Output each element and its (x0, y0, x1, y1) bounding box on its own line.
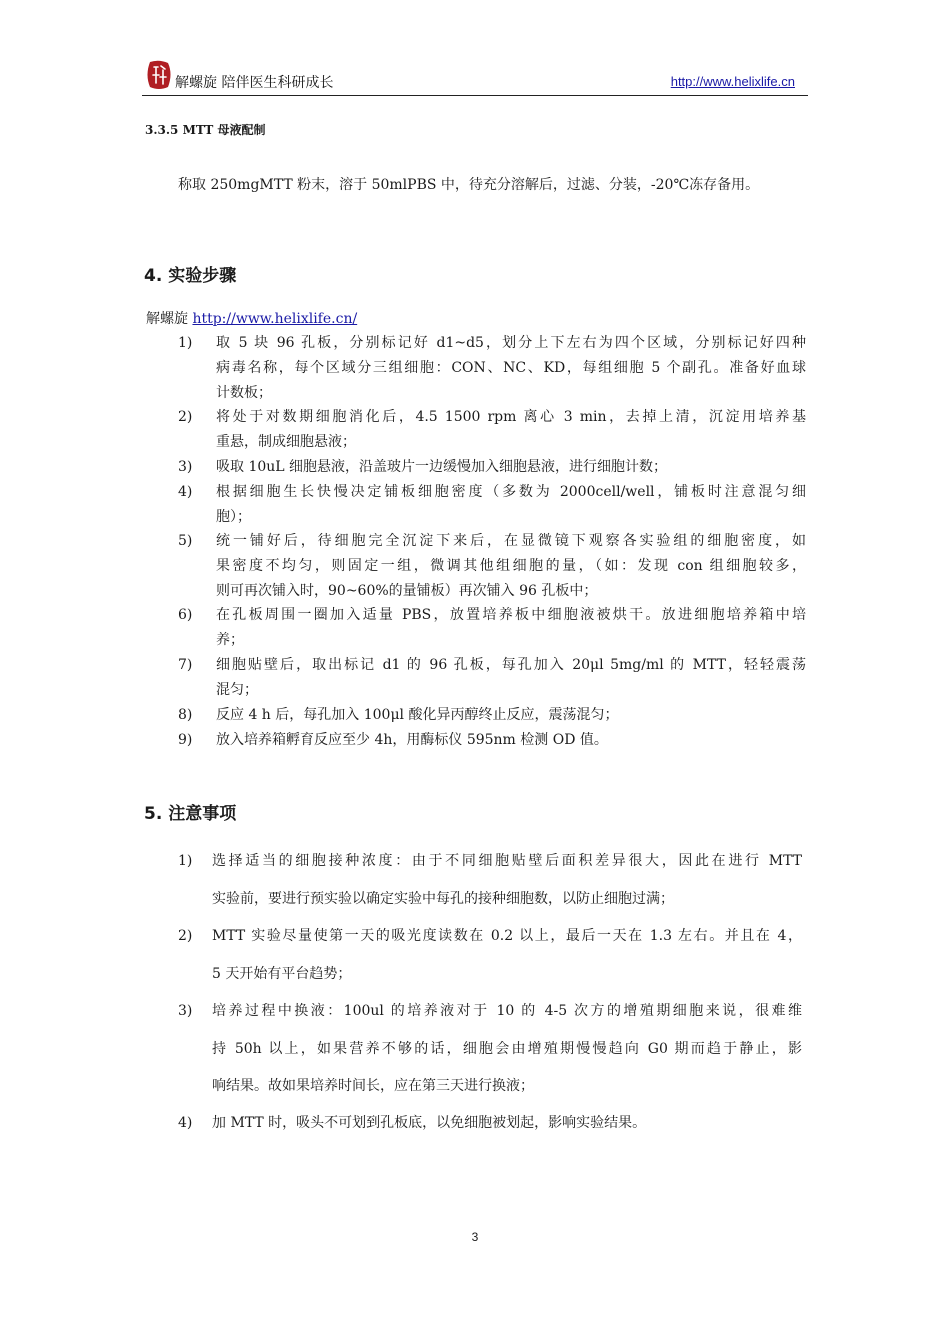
step-number: 4) (178, 484, 193, 500)
step-line: 根据细胞生长快慢决定铺板细胞密度（多数为 2000cell/well，铺板时注意混匀细 (216, 484, 806, 500)
step-number: 9) (178, 732, 193, 748)
step-line: 则可再次铺入时，90~60%的量铺板）再次铺入 96 孔板中； (216, 582, 598, 599)
notes-section-title: 5. 注意事项 (144, 804, 237, 824)
step-line: 细胞贴壁后，取出标记 d1 的 96 孔板，每孔加入 20μl 5mg/ml 的 MTT，轻轻震荡 (216, 657, 806, 673)
helix-seal-logo-icon (146, 60, 172, 90)
step-line: 养； (216, 631, 244, 648)
note-line: 培养过程中换液：100ul 的培养液对于 10 的 4-5 次方的增殖期细胞来说，很难维 (212, 1003, 802, 1019)
note-number: 1) (178, 853, 193, 869)
step-number: 8) (178, 707, 193, 723)
step-line: 计数板； (216, 384, 272, 401)
steps-section-title: 4. 实验步骤 (144, 266, 237, 286)
step-number: 3) (178, 459, 193, 475)
intro-link[interactable]: http://www.helixlife.cn/ (192, 311, 358, 327)
note-number: 4) (178, 1115, 193, 1131)
header-website-link[interactable]: http://www.helixlife.cn (670, 74, 795, 89)
note-number: 3) (178, 1003, 193, 1019)
note-line: 实验前，要进行预实验以确定实验中每孔的接种细胞数，以防止细胞过满； (212, 890, 674, 907)
note-line: 加 MTT 时，吸头不可划到孔板底，以免细胞被划起，影响实验结果。 (212, 1115, 647, 1131)
step-number: 1) (178, 335, 193, 351)
note-line: 5 天开始有平台趋势； (212, 965, 352, 982)
brand-slogan: 解螺旋 陪伴医生科研成长 (175, 75, 334, 91)
page-number: 3 (471, 1230, 479, 1244)
step-line: 病毒名称，每个区域分三组细胞：CON、NC、KD，每组细胞 5 个副孔。准备好血球 (216, 359, 806, 376)
step-line: 统一铺好后，待细胞完全沉淀下来后，在显微镜下观察各实验组的细胞密度，如 (216, 533, 806, 549)
note-line: 持 50h 以上，如果营养不够的话，细胞会由增殖期慢慢趋向 G0 期而趋于静止，影 (212, 1040, 802, 1057)
intro-label: 解螺旋 (146, 311, 188, 327)
step-line: 放入培养箱孵育反应至少 4h，用酶标仪 595nm 检测 OD 值。 (216, 732, 608, 748)
steps-intro (146, 308, 357, 328)
note-line: 选择适当的细胞接种浓度：由于不同细胞贴壁后面积差异很大，因此在进行 MTT (212, 853, 802, 869)
step-line: 胞）； (216, 508, 251, 525)
step-number: 7) (178, 657, 193, 673)
step-line: 吸取 10uL 细胞悬液，沿盖玻片一边缓慢加入细胞悬液，进行细胞计数； (216, 459, 668, 475)
step-line: 反应 4 h 后，每孔加入 100μl 酸化异丙醇终止反应，震荡混匀； (216, 707, 619, 723)
step-line: 果密度不均匀，则固定一组，微调其他组细胞的量，（如：发现 con 组细胞较多， (216, 557, 806, 574)
note-line: 响结果。故如果培养时间长，应在第三天进行换液； (212, 1078, 534, 1094)
step-number: 2) (178, 409, 193, 425)
step-line: 重悬，制成细胞悬液； (216, 433, 356, 450)
subsection-title: 3.3.5 MTT 母液配制 (145, 123, 266, 137)
step-line: 取 5 块 96 孔板，分别标记好 d1~d5，划分上下左右为四个区域，分别标记好四种 (216, 335, 806, 351)
step-line: 混匀； (216, 681, 258, 698)
subsection-text: 称取 250mgMTT 粉末，溶于 50mlPBS 中，待充分溶解后，过滤、分装，-20℃冻存备用。 (178, 177, 760, 193)
step-line: 将处于对数期细胞消化后，4.5 1500 rpm 离心 3 min，去掉上清，沉淀用培养基 (216, 409, 806, 425)
note-line: MTT 实验尽量使第一天的吸光度读数在 0.2 以上，最后一天在 1.3 左右。并且在 4， (212, 928, 802, 944)
step-line: 在孔板周围一圈加入适量 PBS，放置培养板中细胞液被烘干。放进细胞培养箱中培 (216, 607, 806, 623)
note-number: 2) (178, 928, 193, 944)
step-number: 5) (178, 533, 193, 549)
header-divider (142, 95, 808, 96)
step-number: 6) (178, 607, 193, 623)
